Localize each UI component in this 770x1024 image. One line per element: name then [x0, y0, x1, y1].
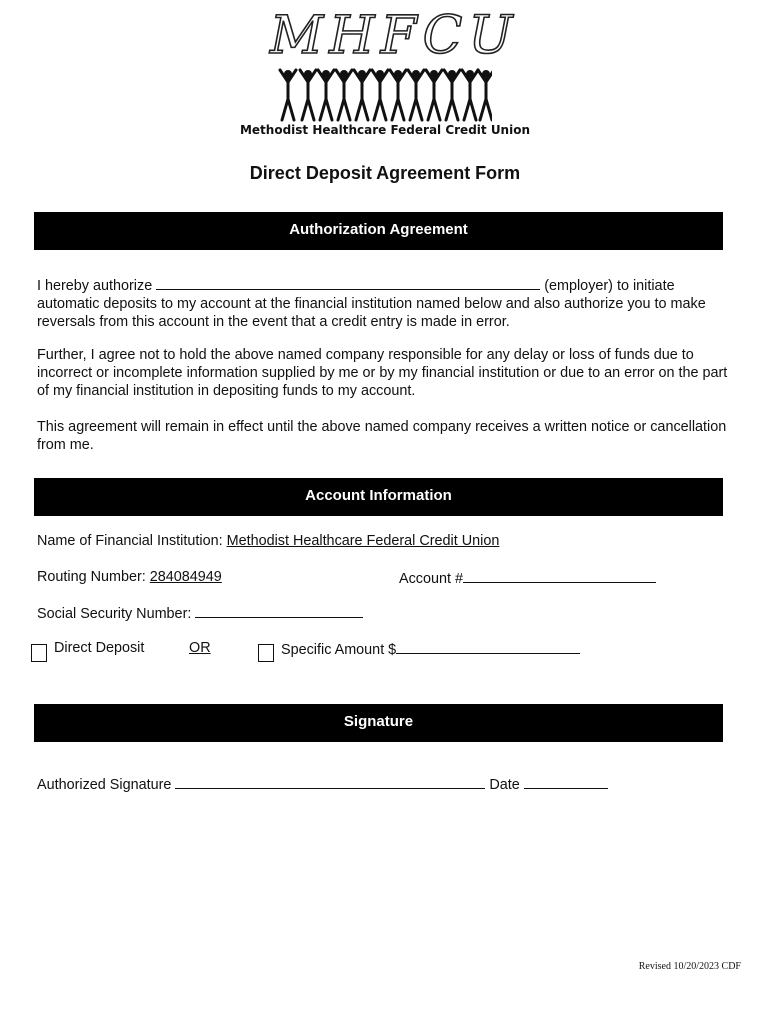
authorization-heading: Authorization Agreement — [34, 212, 723, 250]
direct-deposit-label: Direct Deposit — [54, 640, 145, 656]
employer-field[interactable] — [156, 276, 540, 290]
institution-label: Name of Financial Institution: — [37, 533, 227, 549]
institution-value: Methodist Healthcare Federal Credit Union — [226, 533, 500, 549]
form-title: Direct Deposit Agreement Form — [249, 163, 521, 183]
specific-amount-field[interactable] — [396, 640, 580, 654]
authorize-text-start: I hereby authorize — [37, 278, 157, 294]
institution-row — [37, 533, 499, 549]
date-field[interactable] — [524, 775, 608, 789]
organization-name: Methodist Healthcare Federal Credit Union — [239, 123, 531, 137]
logo-text: MHFCU — [270, 6, 519, 66]
authorize-text-end: (employer) to initiate automatic deposits to my account at the financial institution named below and also authorize you to make reversals from this account in the event that a credit entry is made in error. — [37, 278, 706, 330]
ssn-row — [37, 604, 363, 622]
account-label: Account # — [399, 571, 463, 587]
direct-deposit-checkbox[interactable] — [31, 644, 47, 662]
or-label: OR — [189, 640, 211, 656]
specific-amount-label: Specific Amount $ — [281, 642, 397, 658]
authorization-paragraph-2: Further, I agree not to hold the above named company responsible for any delay or loss of funds due to incorrect or incomplete information supplied by me or by my financial institution or due to an error on the part of my financial institution in depositing funds to my account. — [37, 347, 728, 399]
routing-label: Routing Number: — [37, 569, 150, 585]
account-heading: Account Information — [34, 478, 723, 516]
logo-figures-icon — [278, 66, 492, 124]
signature-field[interactable] — [175, 775, 485, 789]
ssn-label: Social Security Number: — [37, 606, 196, 622]
ssn-field[interactable] — [195, 604, 363, 618]
routing-value: 284084949 — [149, 569, 222, 585]
date-label: Date — [485, 777, 524, 793]
signature-heading: Signature — [34, 704, 723, 742]
authorization-paragraph-1 — [37, 276, 737, 331]
account-row — [399, 569, 656, 587]
account-number-field[interactable] — [463, 569, 656, 583]
authorization-paragraph-3: This agreement will remain in effect until the above named company receives a written notice or cancellation from me. — [37, 419, 727, 453]
mhfcu-logo — [270, 6, 519, 122]
signature-row — [37, 775, 608, 793]
signature-label: Authorized Signature — [37, 777, 176, 793]
revised-note: Revised 10/20/2023 CDF — [638, 961, 741, 972]
routing-row — [37, 569, 222, 585]
specific-amount-row — [281, 640, 580, 658]
specific-amount-checkbox[interactable] — [258, 644, 274, 662]
